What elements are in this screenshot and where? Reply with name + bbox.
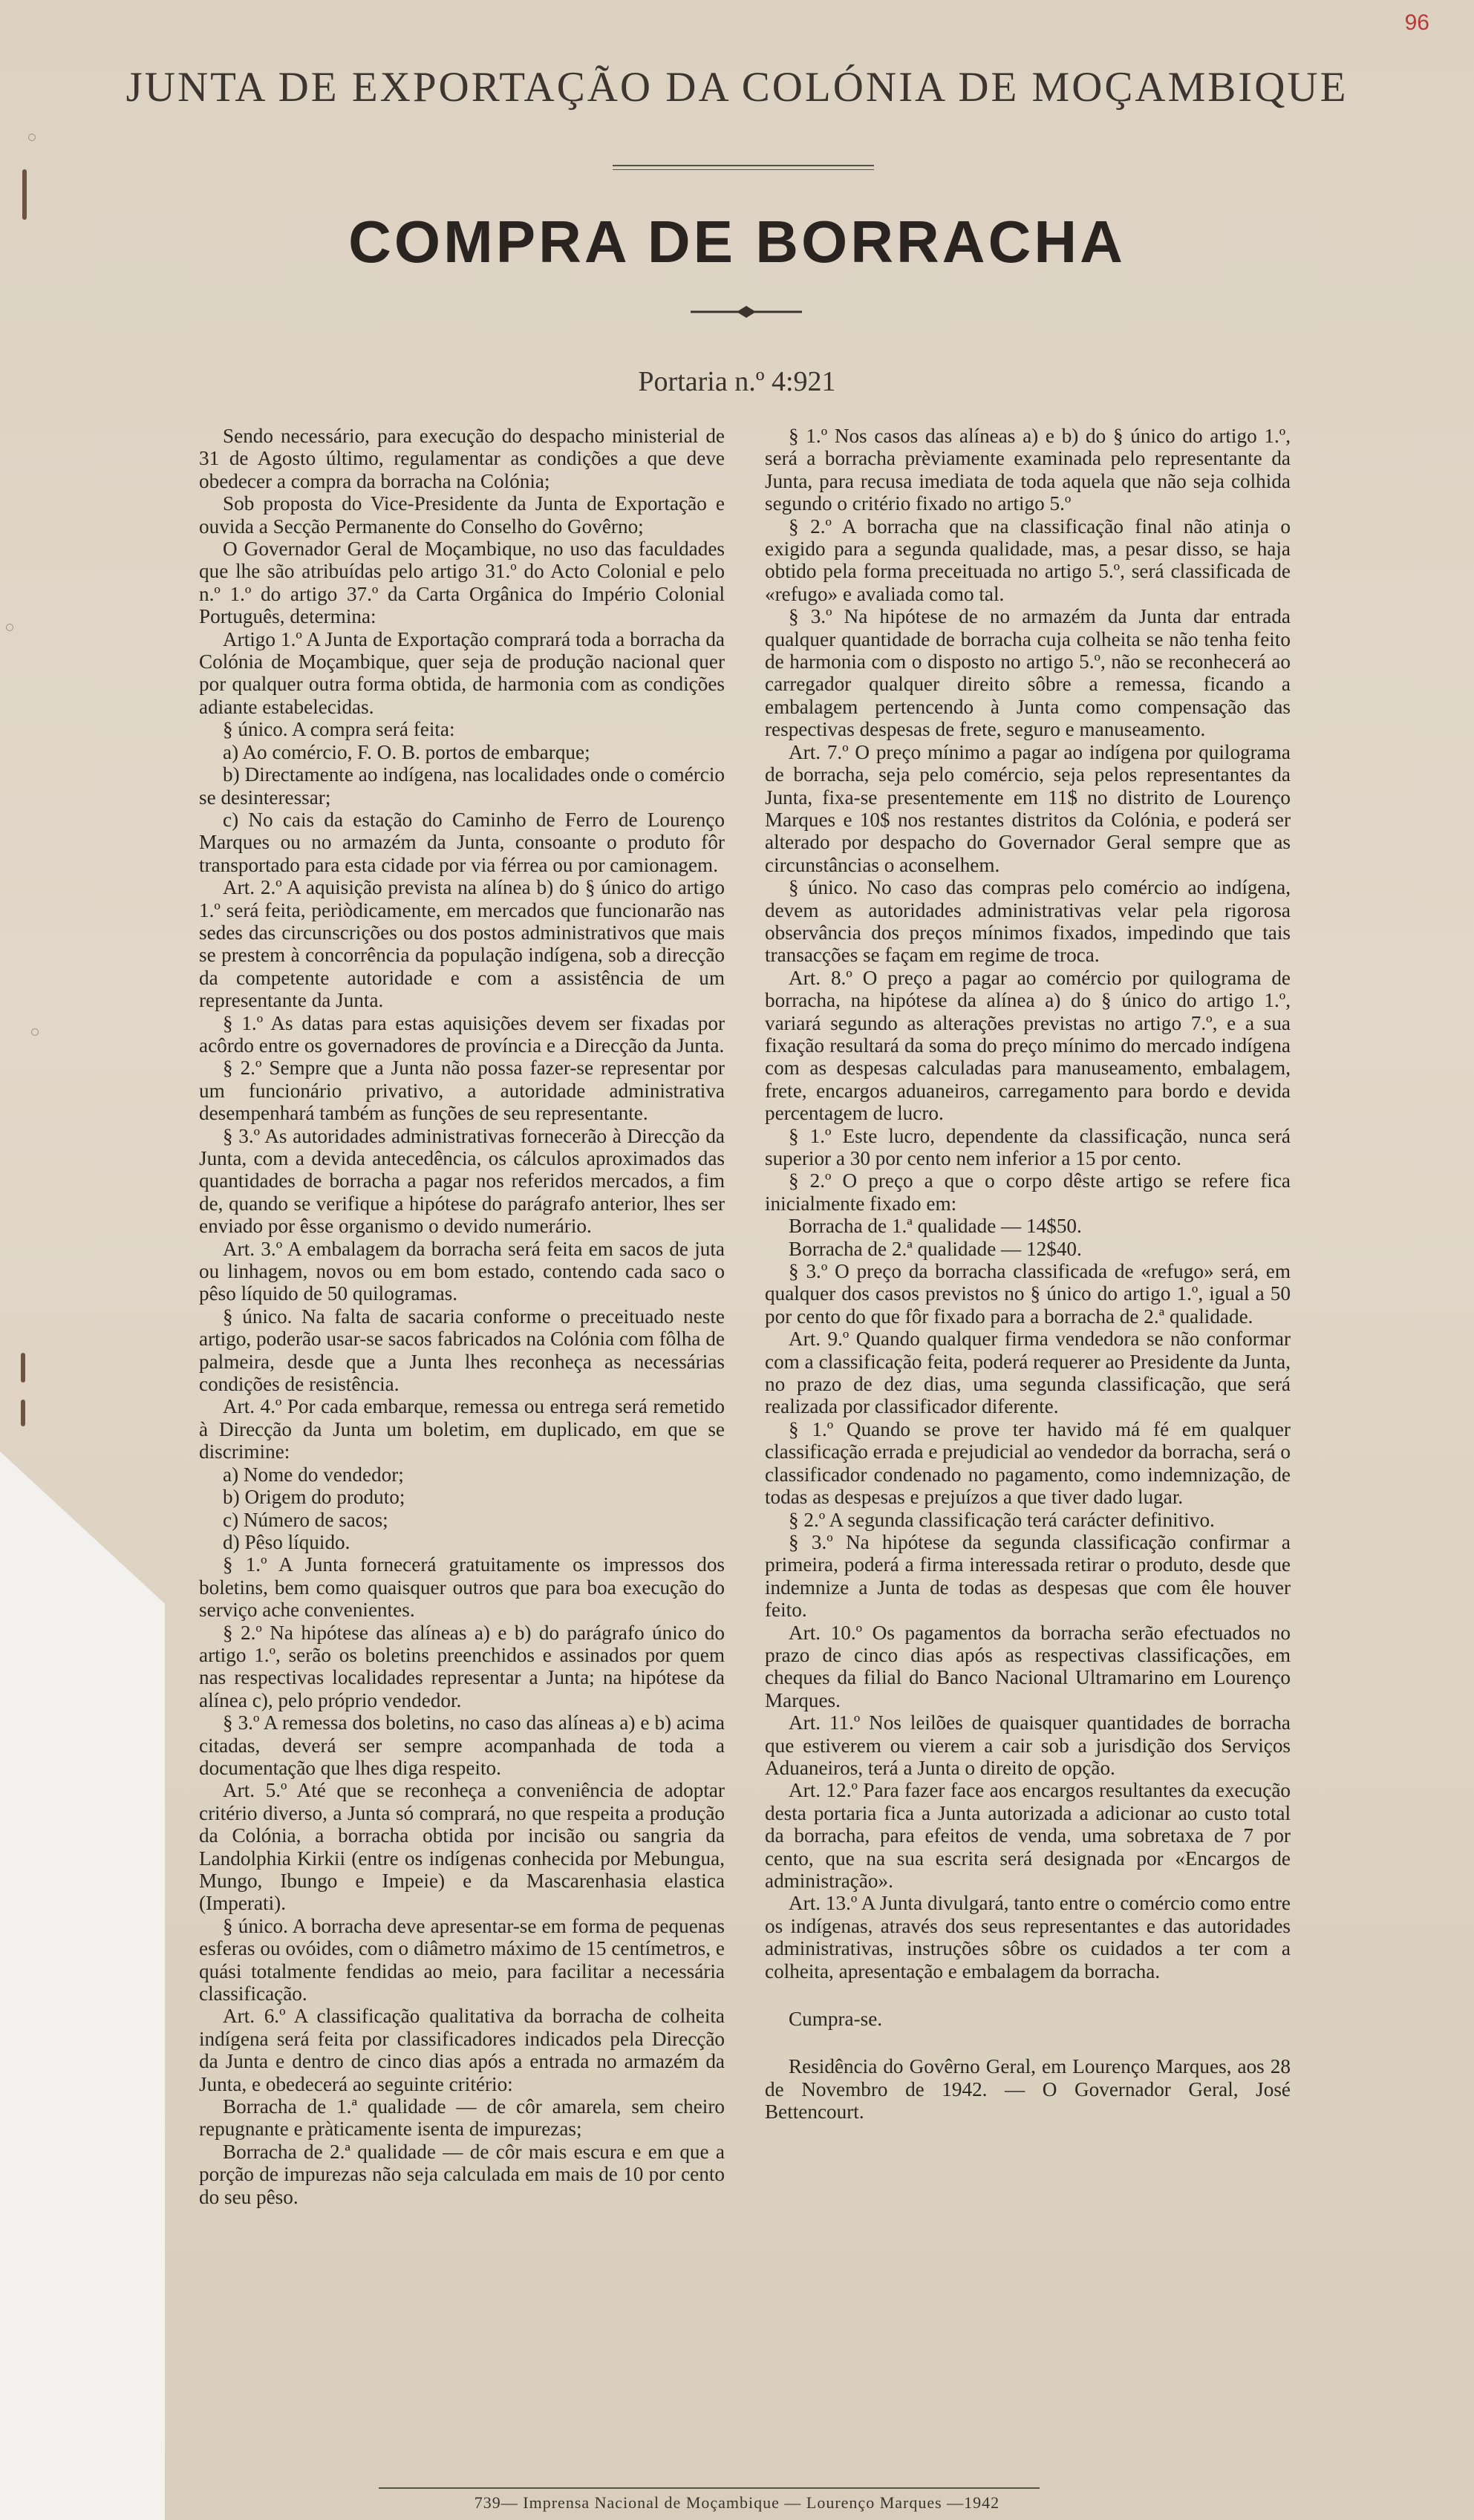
header-divider (613, 169, 874, 170)
paragraph: § 2.º Sempre que a Junta não possa fazer-se representar por um funcionário privativo, a autoridade administrativa desempenhará também as funções de seu representante. (199, 1057, 725, 1125)
footer-rule (379, 2487, 1040, 2489)
paragraph: § único. No caso das compras pelo comércio ao indígena, devem as autoridades administrativas velar pela rigorosa observância dos preços mínimos fixados, impedindo que tais transacções se façam em regime de troca. (765, 876, 1291, 967)
paragraph: Art. 13.º A Junta divulgará, tanto entre o comércio como entre os indígenas, através dos seus representantes e das autoridades administrativas, instruções sôbre os cuidados a ter com a colheita, apresentação e embalagem da borracha. (765, 1892, 1291, 1982)
paragraph: § 1.º A Junta fornecerá gratuitamente os impressos dos boletins, bem como quaisquer outros que para boa execução do serviço ache convenientes. (199, 1553, 725, 1622)
paragraph: Art. 2.º A aquisição prevista na alínea b) do § único do artigo 1.º será feita, periòdicamente, em mercados que funcionarão nas sedes das circunscrições ou dos postos administrativos que mais se prestem à concorrência da população indígena, sob a direcção da competente autoridade e com a assistência de um representante da Junta. (199, 876, 725, 1012)
punch-hole (6, 624, 13, 631)
left-column (199, 425, 725, 2208)
binding-mark (21, 1400, 25, 1426)
paragraph: § 3.º Na hipótese de no armazém da Junta dar entrada qualquer quantidade de borracha cuja colheita se não tenha feito de harmonia com o disposto no artigo 5.º, não se reconhecerá ao carregador qualquer direito sôbre a remessa, ficando a embalagem pertencendo à Junta como compensação das respectivas despesas de frete, seguro e manuseamento. (765, 605, 1291, 741)
paragraph: c) Número de sacos; (223, 1508, 388, 1531)
paragraph: O Governador Geral de Moçambique, no uso das faculdades que lhe são atribuídas pelo artigo 31.º do Acto Colonial e pelo n.º 1.º do artigo 37.º da Carta Orgânica do Império Colonial Português, determina: (199, 538, 725, 628)
right-column (765, 425, 1291, 2124)
page-number: 96 (1404, 10, 1429, 35)
paragraph: Art. 6.º A classificação qualitativa da borracha de colheita indígena será feita por classificadores indicados pela Direcção da Junta e dentro de cinco dias após a entrada no armazém da Junta, e obedecerá ao seguinte critério: (199, 2005, 725, 2095)
paragraph: Art. 3.º A embalagem da borracha será feita em sacos de juta ou linhagem, novos ou em bom estado, contendo cada saco o pêso líquido de 50 quilogramas. (199, 1237, 725, 1305)
paragraph: Art. 10.º Os pagamentos da borracha serão efectuados no prazo de cinco dias após as respectivas classificações, em cheques da filial do Banco Nacional Ultramarino em Lourenço Marques. (765, 1621, 1291, 1711)
paragraph: § 2.º A borracha que na classificação final não atinja o exigido para a segunda qualidade, mas, a pesar disso, se haja obtido pela forma preceituada no artigo 5.º, será classificada de «refugo» e avaliada como tal. (765, 515, 1291, 605)
paragraph: § único. A borracha deve apresentar-se em forma de pequenas esferas ou ovóides, com o diâmetro máximo de 15 centímetros, e quási totalmente fendidas ao meio, para facilitar a necessária classificação. (199, 1914, 725, 2005)
issuer-header: JUNTA DE EXPORTAÇÃO DA COLÓNIA DE MOÇAMBIQUE (125, 64, 1349, 111)
signature-block: Residência do Govêrno Geral, em Lourenço Marques, aos 28 de Novembro de 1942. — O Governador Geral, José Bettencourt. (765, 2055, 1291, 2124)
document-title: COMPRA DE BORRACHA (348, 209, 1126, 275)
paragraph: § 3.º O preço da borracha classificada de «refugo» será, em qualquer dos casos previstos no § único do artigo 1.º, igual a 50 por cento do que fôr fixado para a borracha de 2.ª qualidade. (765, 1260, 1291, 1328)
paragraph: § 2.º O preço a que o corpo dêste artigo se refere fica inicialmente fixado em: (765, 1169, 1291, 1215)
paragraph: § 2.º Na hipótese das alíneas a) e b) do parágrafo único do artigo 1.º, serão os boletins preenchidos e assinados por quem nas respectivas localidades representar a Junta; na hipótese da alínea c), pelo próprio vendedor. (199, 1621, 725, 1711)
closing-formula: Cumpra-se. (789, 2008, 883, 2031)
paragraph: Borracha de 2.ª qualidade — de côr mais escura e em que a porção de impurezas não seja calculada em mais de 10 por cento do seu pêso. (199, 2140, 725, 2208)
paragraph: § 3.º As autoridades administrativas fornecerão à Direcção da Junta, com a devida antecedência, os cálculos aproximados das quantidades de borracha a pagar nos referidos mercados, a fim de, quando se verifique a hipótese do parágrafo anterior, lhes ser enviado por êsse organismo o devido numerário. (199, 1124, 725, 1238)
paragraph: b) Directamente ao indígena, nas localidades onde o comércio se desinteressar; (199, 763, 725, 809)
paragraph: Art. 4.º Por cada embarque, remessa ou entrega será remetido à Direcção da Junta um boletim, em duplicado, em que se discrimine: (199, 1395, 725, 1463)
paragraph: Art. 12.º Para fazer face aos encargos resultantes da execução desta portaria fica a Junta autorizada a adicionar ao custo total da borracha, para efeitos de venda, uma sobretaxa de 7 por cento, que na sua escrita será designada por «Encargos de administração». (765, 1779, 1291, 1892)
paragraph: § 3.º Na hipótese da segunda classificação confirmar a primeira, poderá a firma interessada retirar o produto, desde que indemnize a Junta de todas as despesas que com êle houver feito. (765, 1530, 1291, 1622)
paragraph: Art. 5.º Até que se reconheça a conveniência de adoptar critério diverso, a Junta só comprará, no que respeita a produção da Colónia, a borracha obtida por incisão ou sangria da Landolphia Kirkii (entre os indígenas conhecida por Mebungua, Mungo, Ibungo e Impeie) e da Mascarenhasia elastica (Imperati). (199, 1779, 725, 1915)
header-divider (613, 165, 874, 166)
paragraph: § 1.º Este lucro, dependente da classificação, nunca será superior a 30 por cento nem inferior a 15 por cento. (765, 1124, 1291, 1169)
paragraph: Sob proposta do Vice-Presidente da Junta de Exportação e ouvida a Secção Permanente do Conselho do Govêrno; (199, 492, 725, 538)
paragraph: Art. 11.º Nos leilões de quaisquer quantidades de borracha que estiverem ou vierem a cair sob a jurisdição dos Serviços Aduaneiros, terá a Junta o direito de opção. (765, 1711, 1291, 1779)
paragraph: Borracha de 2.ª qualidade — 12$40. (789, 1237, 1082, 1260)
paragraph: § 3.º A remessa dos boletins, no caso das alíneas a) e b) acima citadas, deverá ser sempre acompanhada de toda a documentação que lhes diga respeito. (199, 1711, 725, 1779)
paragraph: Art. 9.º Quando qualquer firma vendedora se não conformar com a classificação feita, poderá requerer ao Presidente da Junta, no prazo de dez dias, uma segunda classificação, que será realizada por classificador diferente. (765, 1328, 1291, 1418)
paragraph: Art. 7.º O preço mínimo a pagar ao indígena por quilograma de borracha, seja pelo comércio, seja pelos representantes da Junta, fixa-se presentemente em 11$ no distrito de Lourenço Marques e 10$ nos restantes distritos da Colónia, e poderá ser alterado por despacho do Governador Geral sempre que as circunstâncias o aconselhem. (765, 740, 1291, 876)
paragraph: Borracha de 1.ª qualidade — de côr amarela, sem cheiro repugnante e pràticamente isenta de impurezas; (199, 2095, 725, 2141)
paragraph: a) Ao comércio, F. O. B. portos de embarque; (223, 740, 590, 763)
printer-footer: 739— Imprensa Nacional de Moçambique — Lourenço Marques —1942 (474, 2493, 1000, 2512)
paragraph: § 1.º As datas para estas aquisições devem ser fixadas por acôrdo entre os governadores de província e a Direcção da Junta. (199, 1011, 725, 1057)
paragraph: d) Pêso líquido. (223, 1530, 350, 1553)
paragraph: c) No cais da estação do Caminho de Ferro de Lourenço Marques ou no armazém da Junta, consoante o produto fôr transportado para esta cidade por via férrea ou por camionagem. (199, 808, 725, 876)
paragraph: Sendo necessário, para execução do despacho ministerial de 31 de Agosto último, regulamentar as condições a que deve obedecer a compra da borracha na Colónia; (199, 425, 725, 492)
paragraph: § único. Na falta de sacaria conforme o preceituado neste artigo, poderão usar-se sacos fabricados na Colónia com fôlha de palmeira, desde que a Junta lhes reconheça as necessárias condições de resistência. (199, 1305, 725, 1396)
punch-hole (28, 134, 36, 141)
paragraph: § único. A compra será feita: (223, 718, 455, 741)
paragraph: b) Origem do produto; (223, 1486, 405, 1509)
paragraph: § 1.º Quando se prove ter havido má fé em qualquer classificação errada e prejudicial ao vendedor da borracha, será o classificador condenado no pagamento, como indemnização, de todas as despesas e prejuízos a que tiver dado lugar. (765, 1417, 1291, 1509)
paragraph: a) Nome do vendedor; (223, 1463, 404, 1486)
paragraph: § 2.º A segunda classificação terá carácter definitivo. (789, 1508, 1215, 1531)
ornament-divider (691, 303, 802, 321)
paragraph: Artigo 1.º A Junta de Exportação comprará toda a borracha da Colónia de Moçambique, quer seja de produção nacional quer por qualquer outra forma obtida, de harmonia com as condições adiante estabelecidas. (199, 627, 725, 718)
paragraph: Borracha de 1.ª qualidade — 14$50. (789, 1215, 1082, 1238)
punch-hole (31, 1028, 39, 1036)
portaria-number: Portaria n.º 4:921 (638, 366, 836, 397)
binding-mark (21, 1353, 25, 1383)
paragraph: Art. 8.º O preço a pagar ao comércio por quilograma de borracha, na hipótese da alínea a) do § único do artigo 1.º, variará segundo as alterações previstas no artigo 7.º, e a sua fixação resultará da soma do preço mínimo do mercado indígena com as despesas calculadas para manuseamento, embalagem, frete, encargos aduaneiros, carregamento para bordo e devida percentagem de lucro. (765, 966, 1291, 1125)
paragraph: § 1.º Nos casos das alíneas a) e b) do § único do artigo 1.º, será a borracha prèviamente examinada pelo representante da Junta, para recusa imediata de toda aquela que não seja colhida segundo o critério fixado no artigo 5.º (765, 425, 1291, 515)
